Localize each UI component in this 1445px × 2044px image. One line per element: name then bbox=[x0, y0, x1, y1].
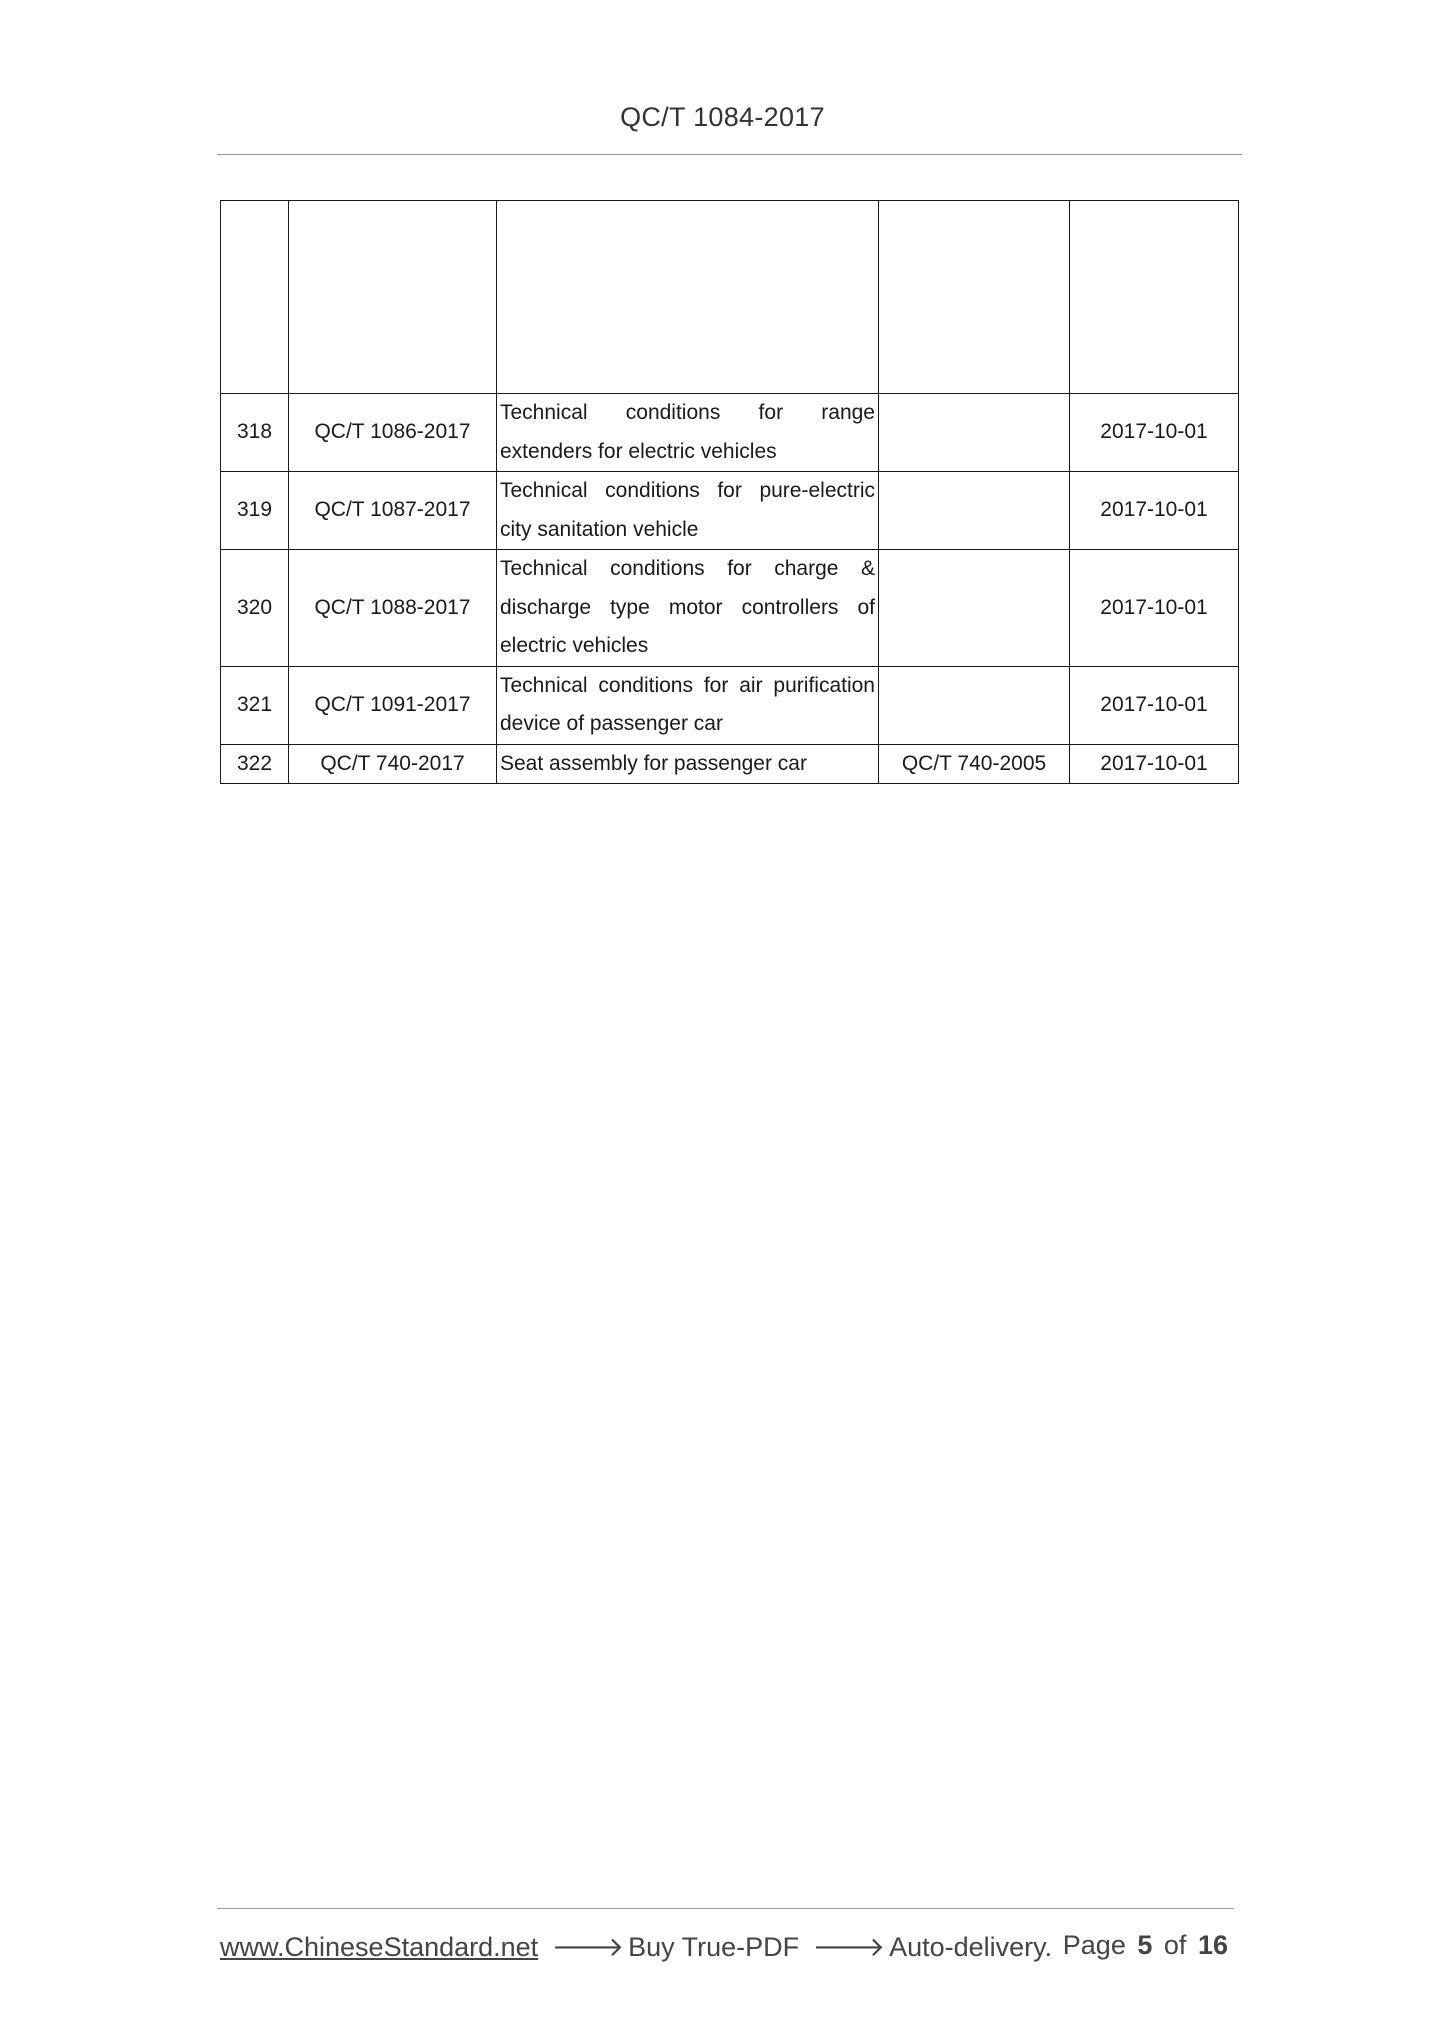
replaced-standard bbox=[879, 472, 1070, 550]
standard-code: QC/T 1088-2017 bbox=[289, 550, 497, 667]
table-row bbox=[221, 394, 1239, 472]
page-indicator bbox=[1063, 1930, 1232, 1961]
auto-delivery-text: Auto-delivery. bbox=[889, 1932, 1053, 1962]
standard-title: Technical conditions for pure-electric city sanitation vehicle bbox=[497, 472, 879, 550]
standard-title: Technical conditions for charge & discharge type motor controllers of electric vehicles bbox=[497, 550, 879, 667]
page-of-label: of bbox=[1163, 1930, 1187, 1960]
implementation-date: 2017-10-01 bbox=[1070, 744, 1239, 784]
right-arrow-icon: 🡒 bbox=[551, 1932, 625, 1962]
implementation-date: 2017-10-01 bbox=[1070, 550, 1239, 667]
row-number: 321 bbox=[221, 666, 289, 744]
replaced-standard bbox=[879, 394, 1070, 472]
table-row bbox=[221, 666, 1239, 744]
standard-code: QC/T 1091-2017 bbox=[289, 666, 497, 744]
website-link[interactable]: www.ChineseStandard.net bbox=[220, 1932, 539, 1962]
standard-title: Technical conditions for air purification device of passenger car bbox=[497, 666, 879, 744]
page-footer bbox=[220, 1930, 1232, 1970]
table-cell bbox=[221, 201, 289, 394]
row-number: 319 bbox=[221, 472, 289, 550]
table-cell bbox=[879, 201, 1070, 394]
table-cell bbox=[289, 201, 497, 394]
table-cell bbox=[497, 201, 879, 394]
replaced-standard: QC/T 740-2005 bbox=[879, 744, 1070, 784]
total-pages-number: 16 bbox=[1197, 1930, 1228, 1960]
table-cell bbox=[1070, 201, 1239, 394]
current-page-number: 5 bbox=[1137, 1930, 1153, 1960]
table-continuation-row bbox=[221, 201, 1239, 394]
table-row bbox=[221, 550, 1239, 667]
table-row bbox=[221, 744, 1239, 784]
standard-title: Technical conditions for range extenders for electric vehicles bbox=[497, 394, 879, 472]
standard-title: Seat assembly for passenger car bbox=[497, 744, 879, 784]
page-header-title: QC/T 1084-2017 bbox=[620, 102, 825, 132]
replaced-standard bbox=[879, 550, 1070, 667]
standard-code: QC/T 1086-2017 bbox=[289, 394, 497, 472]
implementation-date: 2017-10-01 bbox=[1070, 394, 1239, 472]
right-arrow-icon: 🡒 bbox=[812, 1932, 886, 1962]
standard-code: QC/T 740-2017 bbox=[289, 744, 497, 784]
header-divider bbox=[217, 154, 1242, 155]
row-number: 322 bbox=[221, 744, 289, 784]
footer-promo bbox=[220, 1930, 1052, 1963]
replaced-standard bbox=[879, 666, 1070, 744]
page-label: Page bbox=[1062, 1930, 1126, 1960]
standard-code: QC/T 1087-2017 bbox=[289, 472, 497, 550]
implementation-date: 2017-10-01 bbox=[1070, 666, 1239, 744]
row-number: 320 bbox=[221, 550, 289, 667]
implementation-date: 2017-10-01 bbox=[1070, 472, 1239, 550]
table-row bbox=[221, 472, 1239, 550]
buy-true-pdf-text: Buy True-PDF bbox=[628, 1932, 800, 1962]
row-number: 318 bbox=[221, 394, 289, 472]
footer-divider bbox=[217, 1908, 1234, 1909]
standards-table bbox=[220, 200, 1239, 784]
